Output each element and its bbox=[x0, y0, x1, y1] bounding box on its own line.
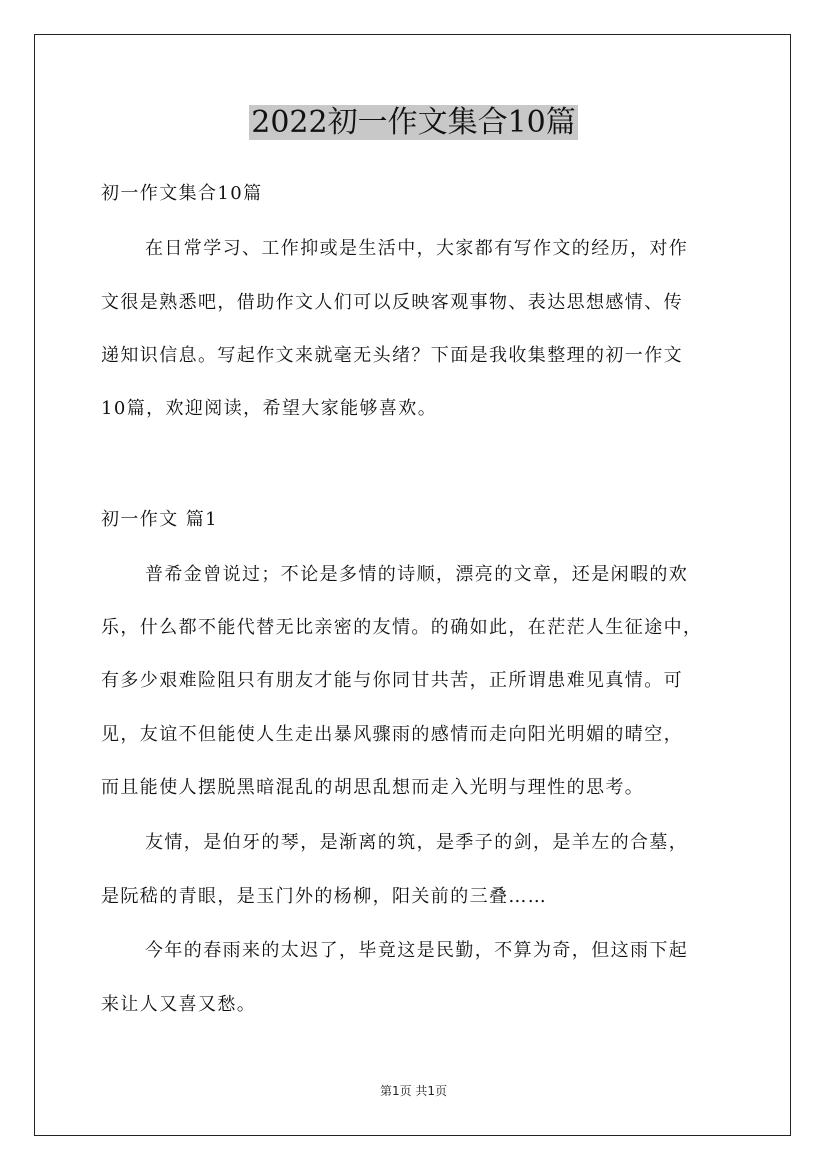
body-line: 乐，什么都不能代替无比亲密的友情。的确如此，在茫茫人生征途中， bbox=[101, 617, 703, 638]
body-line: 有多少艰难险阻只有朋友才能与你同甘共苦，正所谓患难见真情。可 bbox=[101, 670, 683, 691]
body-line: 而且能使人摆脱黑暗混乱的胡思乱想而走入光明与理性的思考。 bbox=[101, 777, 645, 798]
intro-line: 递知识信息。写起作文来就毫无头绪？下面是我收集整理的初一作文 bbox=[101, 345, 683, 366]
intro-line: 10篇，欢迎阅读，希望大家能够喜欢。 bbox=[101, 398, 438, 419]
section-heading: 初一作文 篇1 bbox=[101, 509, 218, 530]
body-line: 普希金曾说过；不论是多情的诗顺，漂亮的文章，还是闲暇的欢 bbox=[145, 564, 689, 585]
document-title bbox=[0, 100, 827, 146]
body-line: 见，友谊不但能使人生走出暴风骤雨的感情而走向阳光明媚的晴空， bbox=[101, 724, 683, 745]
intro-line: 文很是熟悉吧，借助作文人们可以反映客观事物、表达思想感情、传 bbox=[101, 292, 683, 313]
subtitle: 初一作文集合10篇 bbox=[101, 183, 263, 204]
intro-line: 在日常学习、工作抑或是生活中，大家都有写作文的经历，对作 bbox=[145, 238, 689, 259]
document-title-text: 2022初一作文集合10篇 bbox=[251, 105, 576, 140]
body-line: 是阮嵇的青眼，是玉门外的杨柳，阳关前的三叠…… bbox=[101, 886, 548, 907]
body-line: 今年的春雨来的太迟了，毕竟这是民勤，不算为奇，但这雨下起 bbox=[145, 940, 689, 961]
page-footer: 第1页 共1页 bbox=[379, 1084, 448, 1098]
body-line: 来让人又喜又愁。 bbox=[101, 994, 257, 1015]
body-line: 友情，是伯牙的琴，是渐离的筑，是季子的剑，是羊左的合墓， bbox=[145, 832, 689, 853]
